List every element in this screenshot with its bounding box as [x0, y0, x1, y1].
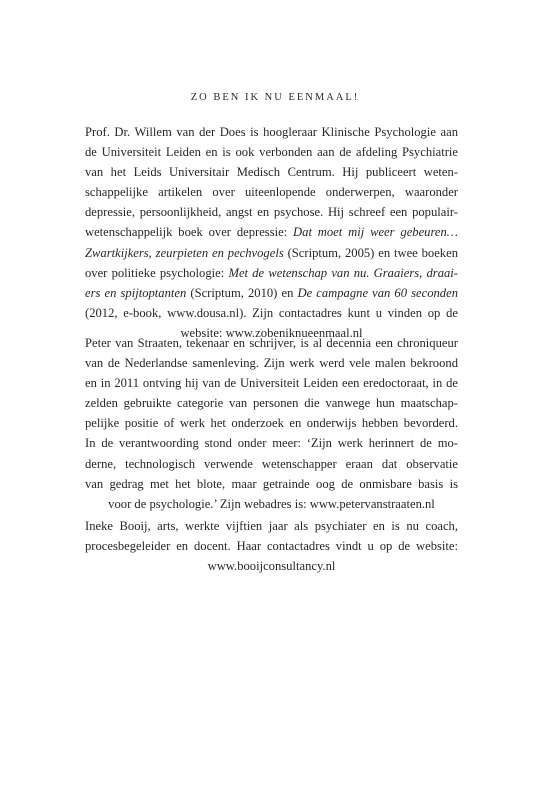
- author-bio-van-straaten: [85, 333, 458, 514]
- text-line: website: www.zobeniknueenmaal.nl: [180, 325, 363, 340]
- text-line: ers en spijtoptanten (Scriptum, 2010) en De campagne van 60 seconden: [85, 285, 458, 300]
- page-title: ZO BEN IK NU EENMAAL!: [190, 92, 360, 103]
- text-line: en in 2011 ontving hij van de Universiteit Leiden een eredoctoraat, in de: [85, 376, 458, 391]
- text-line: Peter van Straaten, tekenaar en schrijver, is al decennia een chroniqueur: [85, 336, 458, 350]
- author-bio-booij: [85, 516, 458, 576]
- text-line: van gedrag met het blote, maar getrainde oog de onmisbare basis is: [85, 476, 458, 491]
- author-bio-van-der-does: [85, 122, 458, 343]
- book-title: ers en spijtoptanten: [85, 285, 187, 300]
- text-line: de Universiteit Leiden en is ook verbonden aan de afdeling Psychiatrie: [85, 145, 458, 160]
- text-line: Prof. Dr. Willem van der Does is hoogleraar Klinische Psychologie aan: [85, 125, 458, 139]
- text-line: (2012, e-book, www.dousa.nl). Zijn contactadres kunt u vinden op de: [85, 305, 458, 320]
- text-line: pelijke positie of werk het onderzoek en onderwijs hebben bevorderd.: [85, 416, 458, 431]
- text-line: Zwartkijkers, zeurpieten en pechvogels (Scriptum, 2005) en twee boeken: [85, 245, 458, 260]
- text-line: zelden gebruikte categorie van personen die vanwege hun maatschap-: [85, 396, 458, 411]
- text-line: procesbegeleider en docent. Haar contactadres vindt u op de website:: [85, 539, 458, 554]
- text-line: voor de psychologie.’ Zijn webadres is: www.petervanstraaten.nl: [108, 496, 435, 511]
- book-title: Zwartkijkers, zeurpieten en pechvogels: [85, 245, 284, 260]
- book-title: Dat moet mij weer gebeuren…: [293, 225, 458, 240]
- text-line: van de Nederlandse samenleving. Zijn werk werd vele malen bekroond: [85, 356, 458, 371]
- text-line: van het Leids Universitair Medisch Centrum. Hij publiceert weten-: [85, 165, 458, 180]
- text-line: Ineke Booij, arts, werkte vijftien jaar als psychiater en is nu coach,: [85, 519, 458, 533]
- text-line: wetenschappelijk boek over depressie: Dat moet mij weer gebeuren…: [85, 225, 458, 240]
- book-title: De campagne van 60 seconden: [297, 285, 458, 300]
- text-line: depressie, persoonlijkheid, angst en psychose. Hij schreef een populair-: [85, 205, 458, 220]
- text-line: www.booijconsultancy.nl: [207, 559, 336, 574]
- text-line: over politieke psychologie: Met de wetenschap van nu. Graaiers, draai-: [85, 265, 458, 280]
- text-line: derne, technologisch verwende wetenschapper eraan dat observatie: [85, 456, 458, 471]
- text-line: In de verantwoording stond onder meer: ‘Zijn werk herinnert de mo-: [85, 436, 458, 451]
- book-title: Met de wetenschap van nu. Graaiers, draai-: [228, 265, 458, 280]
- text-line: schappelijke artikelen over uiteenlopende onderwerpen, waaronder: [85, 185, 458, 200]
